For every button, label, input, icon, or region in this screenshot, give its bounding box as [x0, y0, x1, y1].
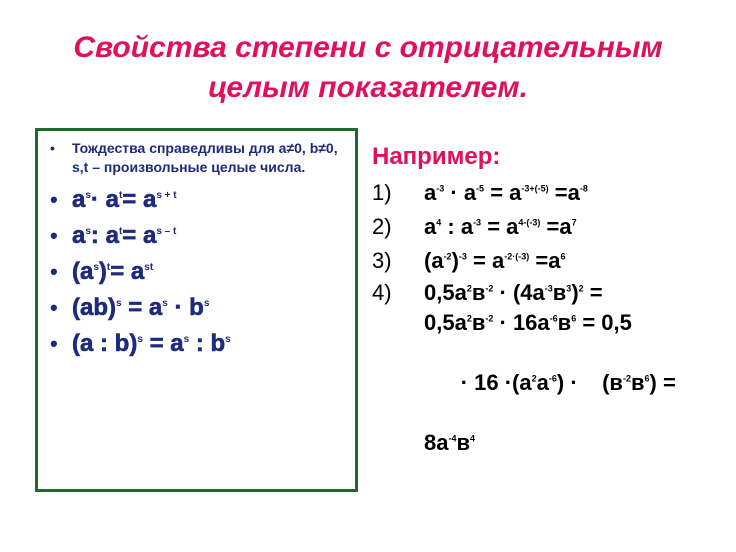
example-1 [372, 176, 722, 210]
exponent: -2 [622, 373, 631, 384]
example-3 [372, 244, 722, 278]
rule-text: : b [195, 330, 226, 357]
list-number: 3) [372, 248, 392, 273]
expr-text: = 0,5 [576, 310, 632, 335]
rule-text: a [72, 186, 86, 213]
exponent: s [183, 334, 190, 345]
expr-text: · 16 ·(a [460, 370, 532, 395]
exponent: 7 [571, 217, 577, 228]
exponent: 2 [466, 313, 472, 324]
rule-text: = a [149, 330, 184, 357]
rule-text: (a [72, 258, 94, 285]
exponent: -3+(-5) [521, 183, 549, 194]
exponent: 2 [531, 373, 537, 384]
expr-text: a [536, 370, 549, 395]
exponent: 2 [578, 283, 584, 294]
exponent: t [118, 190, 123, 201]
exponent: s + t [156, 190, 177, 201]
rule-text: · b [174, 294, 204, 321]
example-4 [372, 278, 722, 458]
expr-text: : a [441, 214, 474, 239]
exponent: -3 [473, 217, 482, 228]
expr-text: 0,5a [424, 280, 467, 305]
exponent: 6 [571, 313, 577, 324]
expr-text: · 16a [493, 310, 550, 335]
bullet-icon: • [50, 259, 58, 284]
title-line-1: Свойства степени с отрицательным [73, 31, 663, 64]
expr-text: (a [424, 248, 444, 273]
example-2 [372, 210, 722, 244]
note-text: Тождества справедливы для а≠0, b≠0, s,t – произвольные целые числа. [72, 140, 338, 175]
rule-text: · a [90, 186, 119, 213]
exponent: s [85, 226, 91, 237]
bullet-icon: • [50, 187, 58, 212]
exponent: -3 [544, 283, 553, 294]
bullet-icon: • [50, 140, 55, 156]
expr-text: ) [451, 248, 459, 273]
list-number: 1) [372, 180, 392, 205]
expr-text: в [456, 430, 471, 455]
exponent: 4-(-3) [518, 217, 541, 228]
expr-text: ) · (в [556, 370, 623, 395]
exponent: -3 [458, 251, 467, 262]
expr-text: =a [529, 248, 561, 273]
examples-heading: Например: [372, 143, 501, 170]
rule-power-of-quotient [48, 331, 349, 357]
expr-text: ) [571, 280, 579, 305]
list-number: 2) [372, 214, 392, 239]
expr-text: в [557, 310, 572, 335]
exponent: 6 [560, 251, 566, 262]
list-number: 4) [372, 280, 392, 305]
exponent: s [137, 334, 143, 345]
expr-text: в [471, 280, 486, 305]
expr-text: в [630, 370, 645, 395]
exponent: s – t [156, 226, 177, 237]
exponent: t [106, 262, 111, 273]
rule-text: = a [128, 294, 163, 321]
rule-text: = a [110, 258, 145, 285]
expr-text: = a [481, 214, 519, 239]
exponent: -2 [485, 283, 494, 294]
expr-text: = a [466, 248, 505, 273]
expr-text: = a [484, 180, 522, 205]
bullet-icon: • [50, 331, 58, 356]
exponent: -3 [436, 183, 445, 194]
exponent: s [225, 334, 231, 345]
exponent: -2 [485, 313, 494, 324]
exponent: 4 [436, 217, 442, 228]
expr-text: в [471, 310, 486, 335]
exponent: s [203, 298, 210, 309]
expr-text: · a [444, 180, 477, 205]
exponent: 2 [466, 283, 472, 294]
properties-box [35, 128, 358, 492]
example-4-line-4 [424, 428, 722, 458]
expr-text: в [552, 280, 567, 305]
exponent: -4 [448, 433, 457, 444]
exponent: st [144, 262, 154, 273]
title-line-2: целым показателем. [208, 71, 528, 104]
example-4-line-3 [424, 338, 722, 428]
rule-quotient [48, 223, 349, 249]
exponent: -6 [548, 373, 557, 384]
exponent: 6 [644, 373, 650, 384]
expr-text: 0,5a [424, 310, 467, 335]
expr-text: a [424, 214, 437, 239]
expr-text: = [583, 280, 603, 305]
exponent: s [162, 298, 168, 309]
exponent: -8 [579, 183, 588, 194]
expr-text: ) = [649, 370, 676, 395]
expr-text: a [424, 180, 437, 205]
rule-product [48, 187, 349, 213]
rule-text: (ab) [72, 294, 116, 321]
exponent: s [85, 190, 91, 201]
rule-text: : a [90, 222, 119, 249]
exponent: 3 [566, 283, 572, 294]
expr-text: =a [540, 214, 572, 239]
exponent: -5 [476, 183, 485, 194]
expr-text: 8a [424, 430, 449, 455]
exponent: s [93, 262, 99, 273]
expr-text: · (4a [493, 280, 545, 305]
rule-power-of-product [48, 295, 349, 321]
rule-text: ) [98, 258, 107, 285]
exponent: t [118, 226, 123, 237]
example-4-line-2 [424, 308, 722, 338]
conditions-note [48, 139, 349, 177]
bullet-icon: • [50, 295, 58, 320]
exponent: -6 [549, 313, 558, 324]
rule-text: a [72, 222, 86, 249]
exponent: -2·(-3) [504, 251, 530, 262]
rule-text: (a : b) [72, 330, 138, 357]
properties-list [38, 131, 355, 357]
exponent: 4 [470, 433, 476, 444]
expr-text: =a [548, 180, 580, 205]
rule-text: = a [122, 222, 157, 249]
slide-title [0, 28, 736, 108]
exponent: -2 [443, 251, 452, 262]
example-4-line-1 [424, 278, 722, 308]
exponent: s [116, 298, 122, 309]
examples-panel [372, 140, 722, 458]
rule-power-of-power [48, 259, 349, 285]
rule-text: = a [122, 186, 157, 213]
bullet-icon: • [50, 223, 58, 248]
